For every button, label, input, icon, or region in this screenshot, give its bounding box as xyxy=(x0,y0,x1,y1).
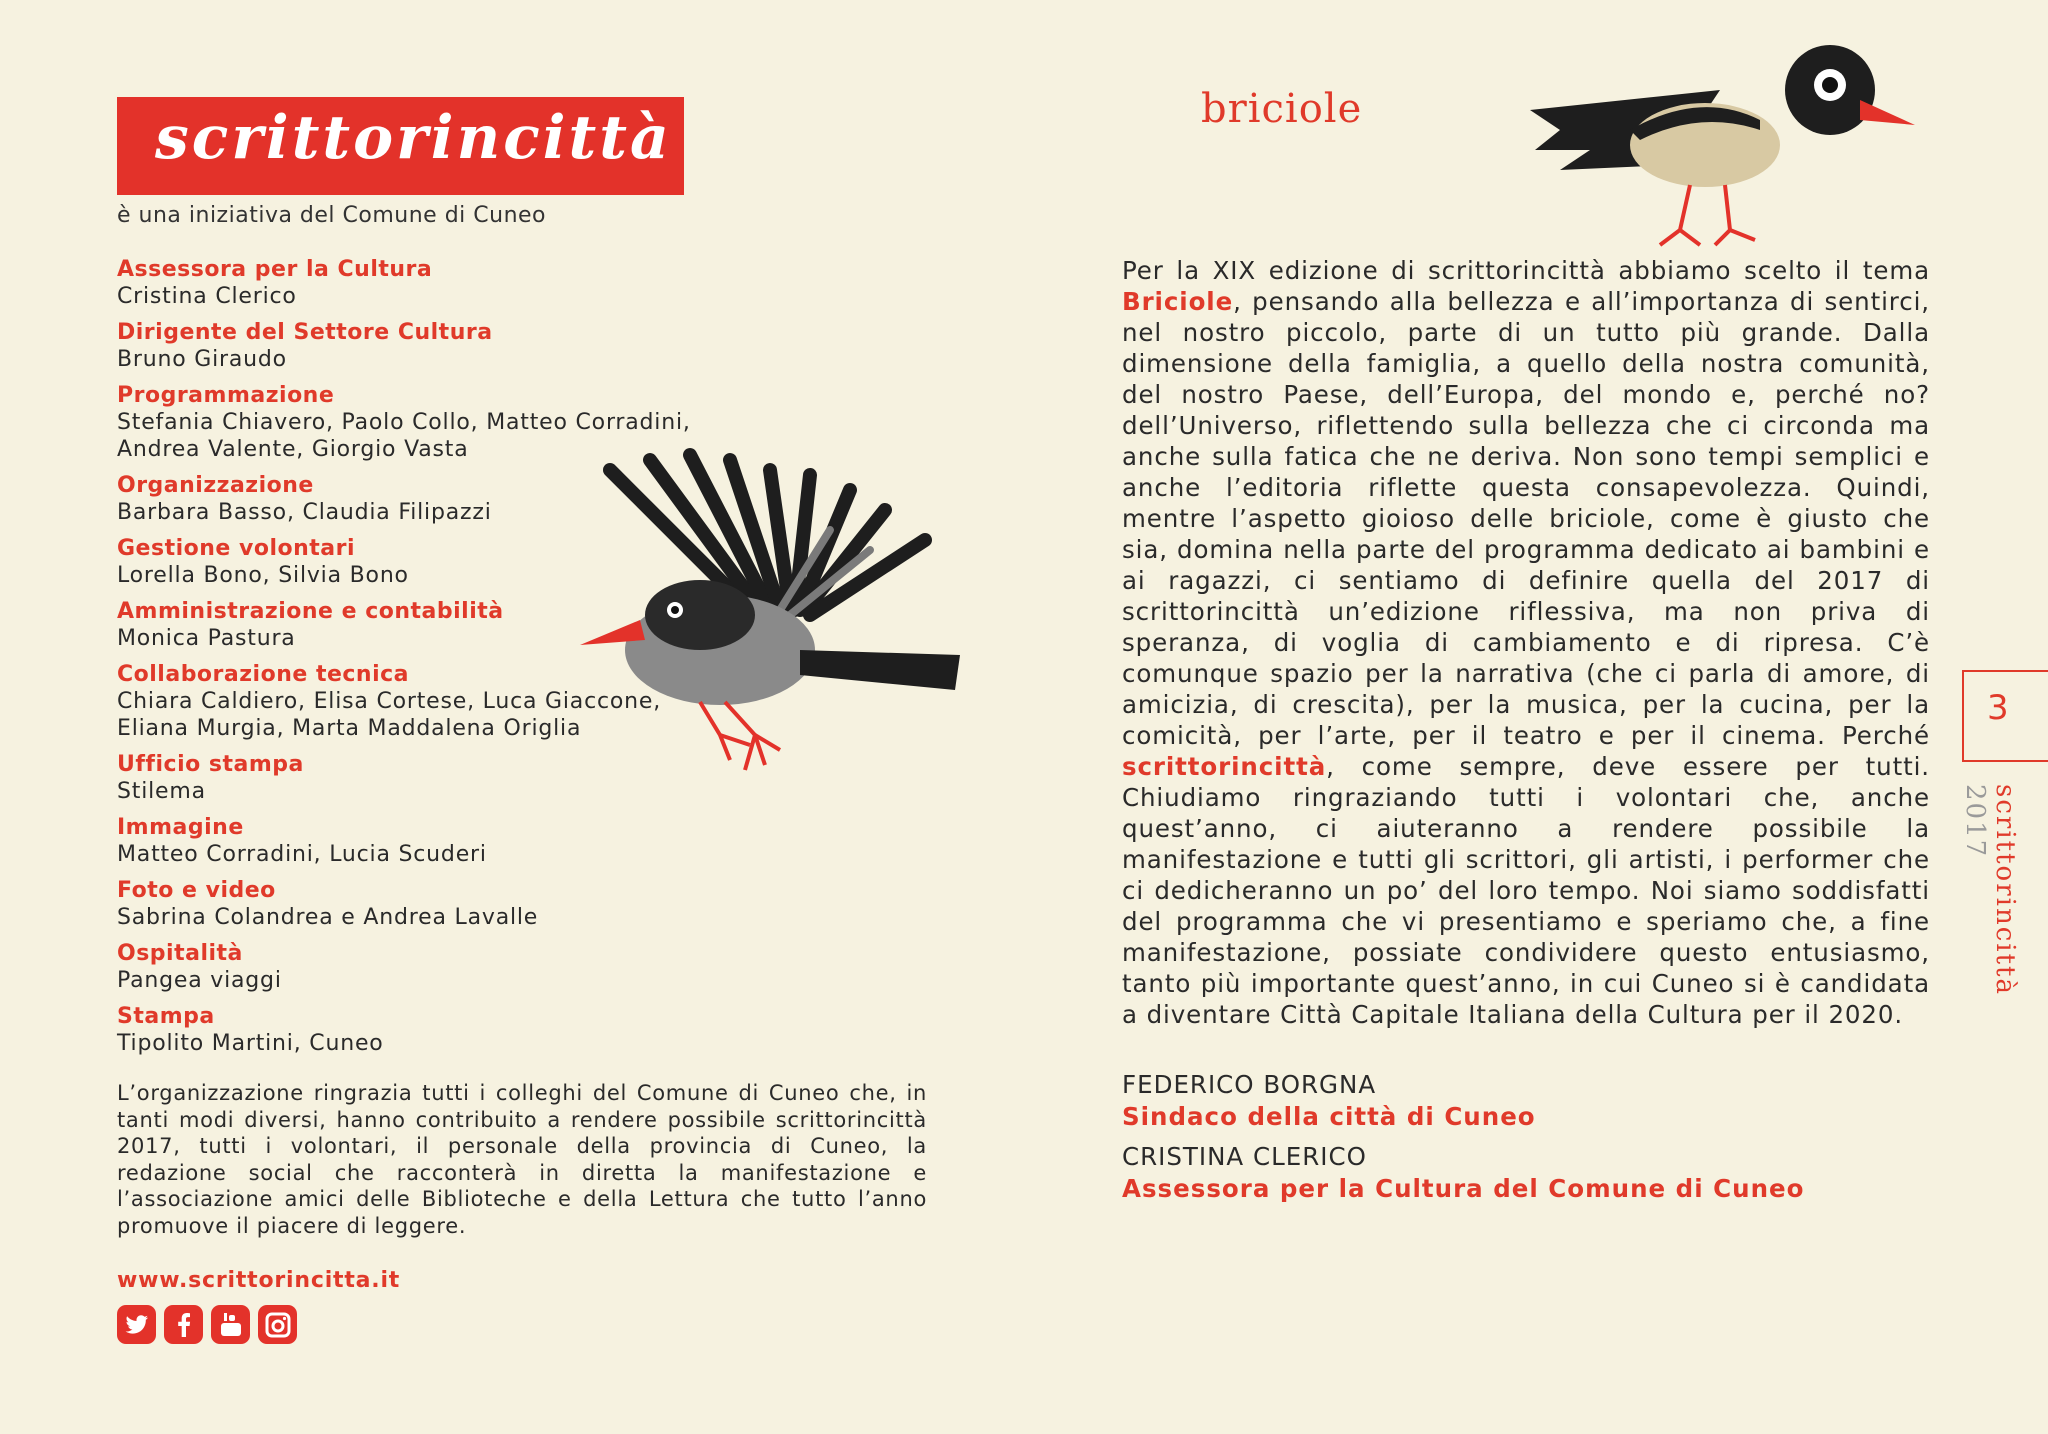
credit-names: Cristina Clerico xyxy=(117,284,297,309)
signature-title: Assessora per la Cultura del Comune di Cuneo xyxy=(1122,1174,1805,1203)
twitter-icon[interactable] xyxy=(117,1305,156,1344)
credit-role: Amministrazione e contabilità xyxy=(117,599,504,624)
credit-role: Immagine xyxy=(117,815,244,840)
body-highlight-briciole: Briciole xyxy=(1122,287,1234,316)
credit-names: Stefania Chiavero, Paolo Collo, Matteo Corradini, Andrea Valente, Giorgio Vasta xyxy=(117,410,691,462)
credit-item xyxy=(117,940,717,994)
credit-role: Gestione volontari xyxy=(117,536,356,561)
side-label-main: scrittorincittà xyxy=(1990,784,2020,996)
website-link[interactable]: www.scrittorincitta.it xyxy=(117,1268,401,1293)
body-highlight-scrittorincitta: scrittorincittà xyxy=(1122,752,1327,781)
youtube-icon[interactable] xyxy=(211,1305,250,1344)
credit-names: Bruno Giraudo xyxy=(117,347,287,372)
credit-role: Assessora per la Cultura xyxy=(117,257,433,282)
body-text-part: , come sempre, deve essere per tutti. Chiudiamo ringraziando tutti i volontari che, anche quest’anno, ci aiuteranno a rendere possibile la manifestazione e tutti gli scrittori, gli artisti, i performer che ci dedicheranno un po’ del loro tempo. Noi siamo soddisfatti del programma che vi presentiamo e speriamo che, a fine manifestazione, possiate condividere questo entusiasmo, tanto più importante quest’anno, in cui Cuneo si è candidata a diventare Città Capitale Italiana della Cultura per il 2020. xyxy=(1122,752,1930,1029)
credit-role: Programmazione xyxy=(117,383,335,408)
credit-item xyxy=(117,319,717,373)
signature-block xyxy=(1122,1069,1536,1133)
credit-names: Chiara Caldiero, Elisa Cortese, Luca Giaccone, Eliana Murgia, Marta Maddalena Origlia xyxy=(117,689,662,741)
signature-name: FEDERICO BORGNA xyxy=(1122,1070,1377,1099)
credit-names: Tipolito Martini, Cuneo xyxy=(117,1031,384,1056)
flying-bird-illustration xyxy=(580,440,980,780)
credit-role: Organizzazione xyxy=(117,473,314,498)
credit-item xyxy=(117,256,717,310)
credit-role: Ospitalità xyxy=(117,941,243,966)
side-label xyxy=(1960,784,2020,1074)
thanks-paragraph: L’organizzazione ringrazia tutti i colleghi del Comune di Cuneo che, in tanti modi diversi, hanno contribuito a rendere possibile scrittorincittà 2017, tutti i volontari, il personale della provincia di Cuneo, la redazione social che racconterà in diretta la manifestazione e l’associazione amici delle Biblioteche e della Lettura che tutto l’anno promuove il piacere di leggere. xyxy=(117,1081,927,1238)
signature-name: CRISTINA CLERICO xyxy=(1122,1142,1367,1171)
credit-names: Barbara Basso, Claudia Filipazzi xyxy=(117,500,492,525)
credit-names: Pangea viaggi xyxy=(117,968,282,993)
logo-text: scrittorincittà xyxy=(155,103,672,173)
signature-title: Sindaco della città di Cuneo xyxy=(1122,1102,1536,1131)
body-text-part: , pensando alla bellezza e all’importanza di sentirci, nel nostro piccolo, parte di un tutto più grande. Dalla dimensione della famiglia, a quello della nostra comunità, del nostro Paese, dell’Europa, del mondo e, perché no? dell’Universo, riflettendo sulla bellezza che ci circonda ma anche sulla fatica che ne deriva. Non sono tempi semplici e anche l’editoria riflette questa consapevolezza. Quindi, mentre l’aspetto gioioso delle briciole, come è giusto che sia, domina nella parte del programma dedicato ai bambini e ai ragazzi, ci sentiamo di definire quella del 2017 di scrittorincittà un’edizione riflessiva, ma non priva di speranza, di voglia di cambiamento e di ripresa. C’è comunque spazio per la narrativa (che ci parla di amore, di amicizia, di crescita), per la musica, per la cucina, per la comicità, per l’arte, per il teatro e per il cinema. Perché xyxy=(1122,287,1930,750)
credit-item xyxy=(117,1003,717,1057)
credit-item xyxy=(117,814,717,868)
logo xyxy=(117,97,684,195)
credit-names: Stilema xyxy=(117,779,206,804)
credit-role: Collaborazione tecnica xyxy=(117,662,410,687)
side-label-year: 2017 xyxy=(1960,784,1990,859)
credit-role: Ufficio stampa xyxy=(117,752,304,777)
signature-block xyxy=(1122,1141,1804,1205)
instagram-icon[interactable] xyxy=(258,1305,297,1344)
facebook-icon[interactable] xyxy=(164,1305,203,1344)
credit-role: Dirigente del Settore Cultura xyxy=(117,320,493,345)
credit-role: Foto e video xyxy=(117,878,276,903)
social-icons xyxy=(117,1305,297,1344)
credit-role: Stampa xyxy=(117,1004,215,1029)
editorial-body xyxy=(1122,255,1930,1030)
page-title: briciole xyxy=(1201,86,1363,132)
credit-names: Matteo Corradini, Lucia Scuderi xyxy=(117,842,487,867)
credit-names: Lorella Bono, Silvia Bono xyxy=(117,563,409,588)
standing-bird-illustration xyxy=(1530,30,1920,250)
credit-item xyxy=(117,877,717,931)
body-text-part: Per la XIX edizione di scrittorincittà abbiamo scelto il tema xyxy=(1122,256,1930,285)
credit-names: Sabrina Colandrea e Andrea Lavalle xyxy=(117,905,539,930)
page-number: 3 xyxy=(1987,688,2009,728)
intro-text: è una iniziativa del Comune di Cuneo xyxy=(117,203,547,228)
credit-names: Monica Pastura xyxy=(117,626,296,651)
